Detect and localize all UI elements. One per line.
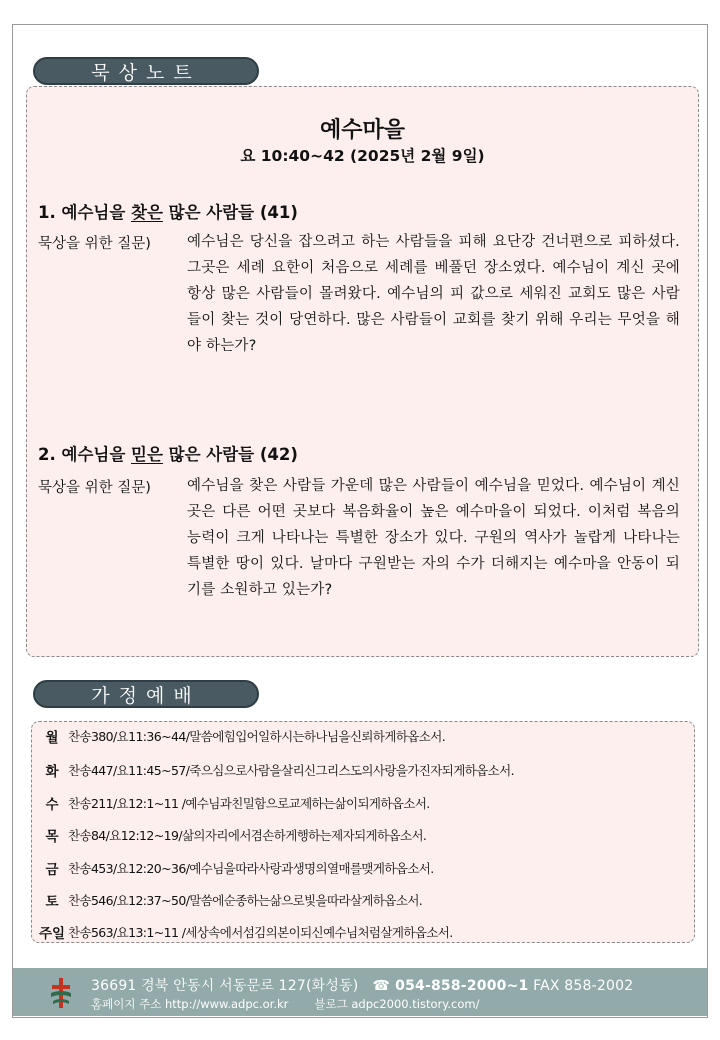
section-1-pre: 예수님을 [61, 203, 126, 222]
section-1-number: 1. [38, 203, 56, 222]
footer-web-line [91, 996, 480, 1012]
footer-phone: ☎ 054-858-2000~1 [372, 978, 529, 994]
worship-text: 찬송380/요11:36~44/말씀에힘입어일하시는하나님을신뢰하게하옵소서. [68, 729, 446, 744]
section-1-post: 많은 사람들 (41) [168, 203, 298, 222]
worship-day: 토 [45, 894, 59, 910]
worship-day: 화 [45, 764, 59, 780]
section-2-number: 2. [38, 445, 56, 464]
worship-row-tue [36, 760, 514, 780]
worship-day: 주일 [38, 926, 66, 942]
church-logo-icon [49, 976, 73, 1010]
section-1-question-label: 묵상을 위한 질문) [38, 236, 151, 252]
worship-text: 찬송546/요12:37~50/말씀에순종하는삶으로빛을따라살게하옵소서. [68, 893, 423, 908]
footer [13, 968, 707, 1016]
section-2-post: 많은 사람들 (42) [168, 445, 298, 464]
worship-row-thu [36, 825, 426, 845]
worship-text: 찬송447/요11:45~57/죽으심으로사람을살리신그리스도의사랑을가진자되게하옵소서. [68, 763, 514, 778]
worship-row-fri [36, 858, 434, 878]
section-2-question-label: 묵상을 위한 질문) [38, 480, 151, 496]
worship-text: 찬송453/요12:20~36/예수님을따라사랑과생명의열매를맺게하옵소서. [68, 861, 434, 876]
footer-address: 36691 경북 안동시 서동문로 127(화성동) [91, 978, 359, 994]
footer-homepage[interactable]: 홈페이지 주소 http://www.adpc.or.kr [91, 997, 289, 1011]
worship-text: 찬송563/요13:1~11 /세상속에서섬김의본이되신예수님처럼살게하옵소서. [68, 925, 453, 940]
worship-row-sun [36, 922, 453, 942]
worship-row-sat [36, 890, 422, 910]
meditation-title: 예수마을 [319, 118, 405, 143]
worship-day: 목 [45, 829, 59, 845]
worship-text: 찬송211/요12:1~11 /예수님과친밀함으로교제하는삶이되게하옵소서. [68, 796, 430, 811]
worship-day: 금 [45, 862, 59, 878]
section-1-underlined: 찾은 [131, 203, 163, 222]
section-1-title [38, 199, 298, 223]
footer-fax: FAX 858-2002 [533, 978, 634, 994]
section-2-question: 예수님을 찾은 사람들 가운데 많은 사람들이 예수님을 믿었다. 예수님이 계신 곳은 다른 어떤 곳보다 복음화율이 높은 예수마을이 되었다. 이처럼 복음의 능력이 크게 나타나는 특별한 장소가 있다. 구원의 역사가 놀랍게 나타나는 특별한 땅이 있다. 날마다 구원받는 자의 수가 더해지는 예수마을 안동이 되기를 소원하고 있는가? [187, 478, 680, 598]
meditation-header-pill [33, 57, 259, 85]
section-2-pre: 예수님을 [61, 445, 126, 464]
section-1-question: 예수님은 당신을 잡으려고 하는 사람들을 피해 요단강 건너편으로 피하셨다. 그곳은 세례 요한이 처음으로 세례를 베풀던 장소였다. 예수님이 계신 곳에 항상 많은 사람들이 몰려왔다. 예수님의 피 값으로 세워진 교회도 많은 사람들이 찾는 것이 당연하다. 많은 사람들이 교회를 찾기 위해 우리는 무엇을 해야 하는가? [187, 234, 680, 354]
section-2-underlined: 믿은 [131, 445, 163, 464]
family-worship-header: 가정예배 [91, 684, 201, 707]
worship-day: 수 [45, 797, 59, 813]
section-2-title [38, 441, 298, 465]
worship-row-mon [36, 726, 445, 746]
worship-text: 찬송84/요12:12~19/삶의자리에서겸손하게행하는제자되게하옵소서. [68, 828, 427, 843]
worship-day: 월 [45, 730, 59, 746]
footer-blog[interactable]: 블로그 adpc2000.tistory.com/ [314, 997, 480, 1011]
worship-row-wed [36, 793, 430, 813]
footer-contact-line [91, 975, 633, 995]
meditation-reference: 요 10:40~42 (2025년 2월 9일) [240, 147, 485, 165]
meditation-header: 묵상노트 [91, 61, 201, 84]
family-worship-header-pill [33, 680, 259, 708]
